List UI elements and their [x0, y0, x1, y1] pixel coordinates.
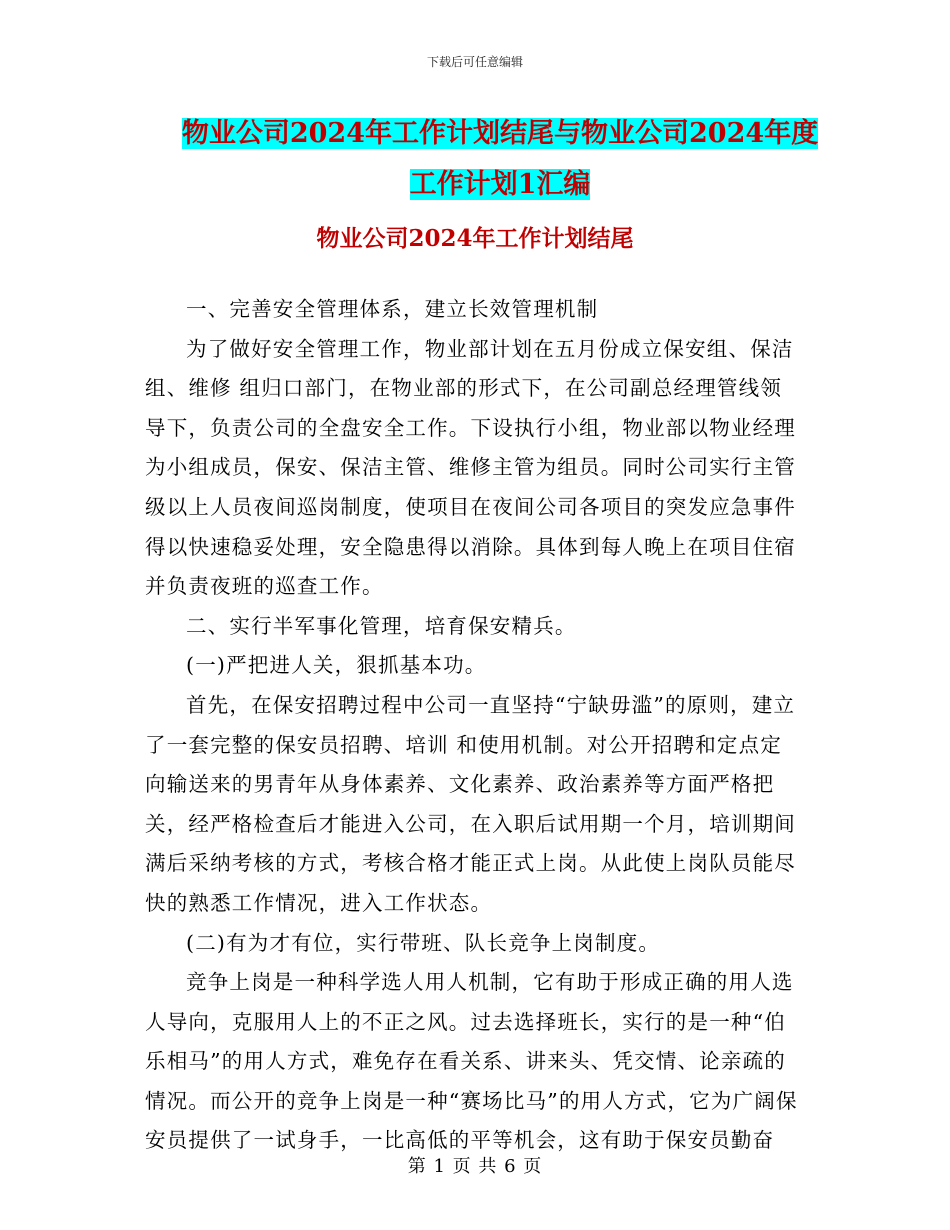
paragraph: 为了做好安全管理工作，物业部计划在五月份成立保安组、保洁组、维修 组归口部门，在物业部的形式下，在公司副总经理管线领导下，负责公司的全盘安全工作。下设执行小组，物业部以物业经理为小组成员，保安、保洁主管、维修主管为组员。同时公司实行主管级以上人员夜间巡岗制度，使项目在夜间公司各项目的突发应急事件得以快速稳妥处理，安全隐患得以消除。具体到每人晚上在项目住宿并负责夜班的巡查工作。 — [145, 336, 796, 599]
paragraph: 二、实行半军事化管理，培育保安精兵。 — [186, 613, 577, 638]
document-title-line-2: 工作计划1汇编 — [409, 169, 591, 200]
section-title: 物业公司2024年工作计划结尾 — [316, 225, 634, 252]
document-title — [150, 108, 850, 210]
page-number-footer: 第 1 页 共 6 页 — [407, 1156, 543, 1177]
paragraph: (一)严把进人关，狠抓基本功。 — [186, 653, 487, 678]
paragraph: 一、完善安全管理体系，建立长效管理机制 — [186, 297, 599, 321]
header-note: 下载后可任意编辑 — [426, 55, 523, 69]
paragraph: (二)有为才有位，实行带班、队长竞争上岗制度。 — [186, 930, 661, 955]
document-title-line-1: 物业公司2024年工作计划结尾与物业公司2024年度 — [181, 118, 819, 149]
document-body — [145, 290, 801, 1161]
paragraph: 首先，在保安招聘过程中公司一直坚持“宁缺毋滥”的原则，建立了一套完整的保安员招聘、培训 和使用机制。对公开招聘和定点定向输送来的男青年从身体素养、文化素养、政治素养等方面严格把关，经严格检查后才能进入公司，在入职后试用期一个月，培训期间满后采纳考核的方式，考核合格才能正式上岗。从此使上岗队员能尽快的熟悉工作情况，进入工作状态。 — [145, 692, 796, 915]
paragraph: 竞争上岗是一种科学选人用人机制，它有助于形成正确的用人选人导向，克服用人上的不正之风。过去选择班长，实行的是一种“伯乐相马”的用人方式，难免存在看关系、讲来头、凭交情、论亲疏的情况。而公开的竞争上岗是一种“赛场比马”的用人方式，它为广阔保安员提供了一试身手，一比高低的平等机会，这有助于保安员勤奋 — [145, 970, 798, 1153]
